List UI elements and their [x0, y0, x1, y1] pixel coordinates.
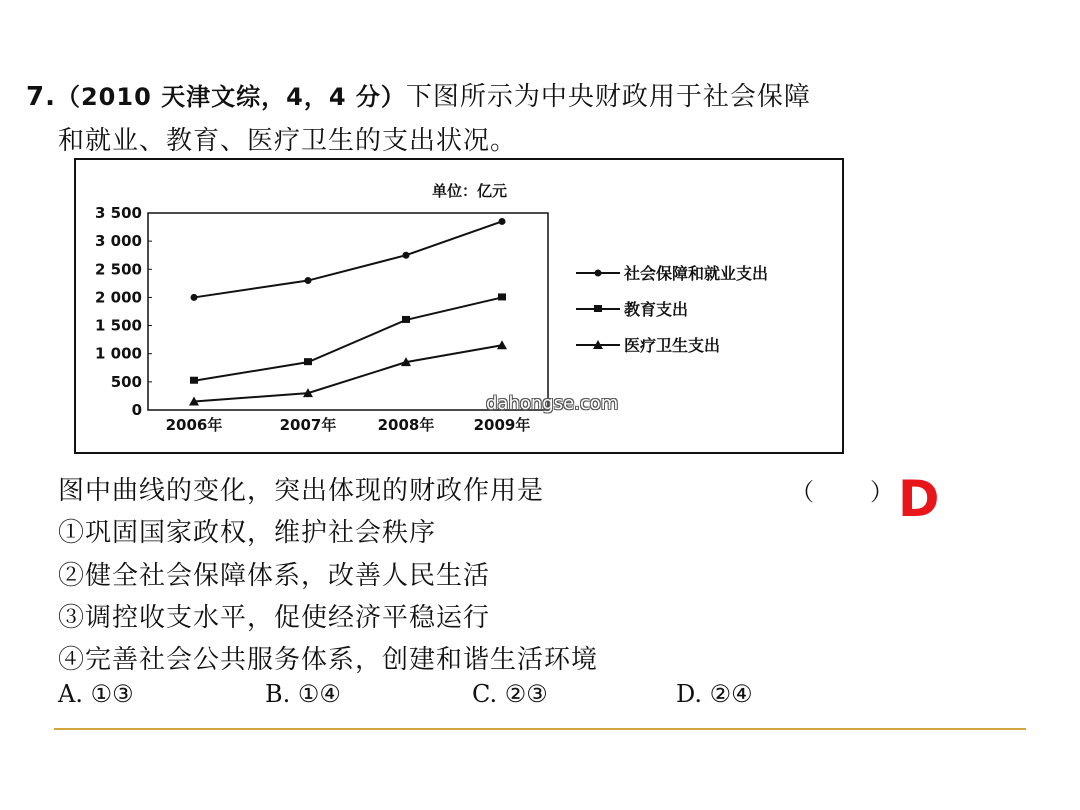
answer-bracket-close: ）	[870, 478, 894, 506]
legend-label: 社会保障和就业支出	[624, 264, 769, 283]
x-tick-label: 2006年	[165, 416, 223, 434]
y-tick-label: 1 500	[95, 316, 142, 335]
chart-svg	[76, 160, 842, 452]
watermark: dahongse.com	[486, 393, 619, 414]
option-1: ①巩固国家政权，维护社会秩序	[58, 518, 437, 548]
y-tick-label: 2 500	[95, 260, 142, 279]
choice-d: D. ②④	[676, 680, 753, 708]
series-line	[194, 221, 502, 297]
y-tick-label: 1 000	[95, 344, 142, 363]
y-tick-label: 500	[110, 372, 142, 391]
x-tick-label: 2008年	[377, 416, 435, 434]
data-point	[497, 340, 507, 349]
legend-marker	[595, 270, 602, 277]
y-tick-label: 3 500	[95, 204, 142, 222]
data-point	[499, 218, 506, 225]
question-line-1	[26, 76, 811, 113]
data-point	[402, 316, 410, 323]
data-point	[190, 377, 198, 384]
legend-label: 医疗卫生支出	[624, 336, 721, 355]
data-point	[305, 277, 312, 284]
option-4: ④完善社会公共服务体系，创建和谐生活环境	[58, 645, 599, 675]
option-3: ③调控收支水平，促使经济平稳运行	[58, 603, 491, 633]
y-tick-label: 0	[131, 401, 142, 419]
chart-figure	[74, 158, 844, 454]
x-tick-label: 2007年	[279, 416, 337, 434]
data-point	[304, 358, 312, 365]
answer-bracket-open: （	[790, 478, 814, 506]
option-2: ②健全社会保障体系，改善人民生活	[58, 561, 491, 591]
question-prompt: 图中曲线的变化，突出体现的财政作用是	[58, 476, 545, 506]
question-source: （2010 天津文综，4，4 分）	[55, 83, 406, 111]
y-tick-label: 2 000	[95, 288, 142, 307]
bottom-divider	[54, 728, 1026, 730]
question-stem-2: 和就业、教育、医疗卫生的支出状况。	[58, 126, 518, 156]
choice-c: C. ②③	[472, 680, 548, 708]
data-point	[191, 294, 198, 301]
unit-label: 单位：亿元	[432, 182, 508, 200]
data-point	[403, 252, 410, 259]
data-point	[498, 293, 506, 300]
question-number: 7.	[26, 82, 56, 112]
question-stem-1: 下图所示为中央财政用于社会保障	[405, 82, 811, 112]
x-tick-label: 2009年	[473, 416, 531, 434]
answer-letter: D	[898, 470, 940, 528]
choice-a: A. ①③	[58, 680, 134, 708]
choice-b: B. ①④	[265, 680, 341, 708]
series-line	[194, 297, 502, 380]
legend-marker	[594, 305, 602, 312]
y-tick-label: 3 000	[95, 232, 142, 251]
legend-label: 教育支出	[624, 300, 689, 319]
